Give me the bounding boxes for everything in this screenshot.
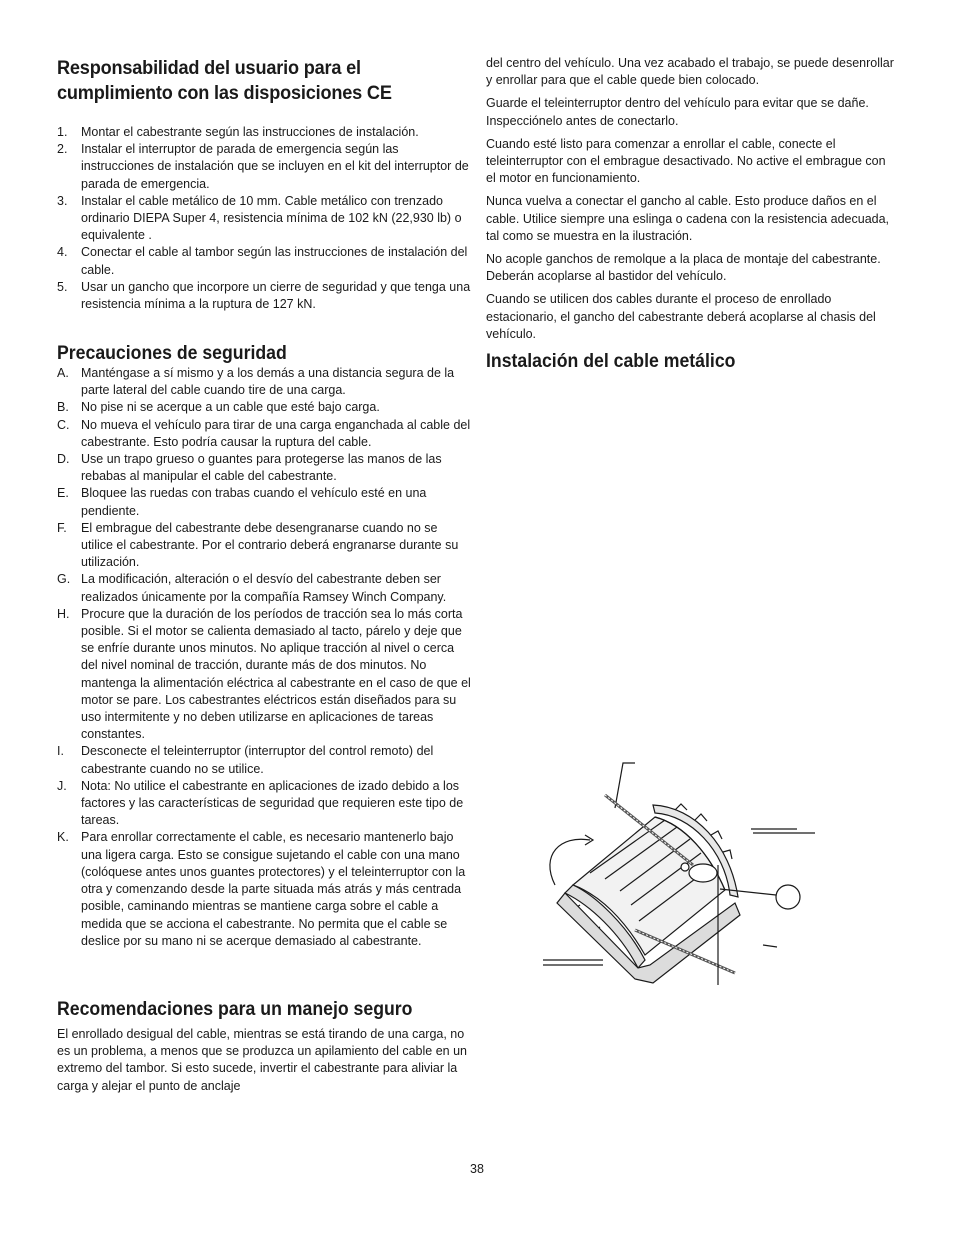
- list-item: H. Procure que la duración de los períodos de tracción sea lo más corta posible. Si el motor se calienta demasiado al tacto, párelo y deje que se enfríe durante unos minutos. No aplique tracción al nivel o cerca del nivel nominal de tracción, durante más de dos minutos. No mantenga la alimentación eléctrica al cabestrante en el caso de que el motor se pare. Los cabestrantes eléctricos están diseñados para su uso intermitente y no deben utilizarse en aplicaciones de tareas constantes.: [57, 606, 471, 742]
- list-item: 3. Instalar el cable metálico de 10 mm. Cable metálico con trenzado ordinario DIEPA Super 4, resistencia mínima de 102 kN (22,930 lb) o equivalente .: [57, 193, 462, 243]
- paragraph: No acople ganchos de remolque a la placa de montaje del cabestrante. Deberán acoplarse al bastidor del vehículo.: [486, 252, 881, 284]
- right-paragraphs: [486, 55, 896, 349]
- precautions-list: [57, 365, 471, 950]
- list-item: G. La modificación, alteración o el desvío del cabestrante deben ser realizados únicamente por la compañía Ramsey Winch Company.: [57, 572, 447, 604]
- list-item: K. Para enrollar correctamente el cable, es necesario mantenerlo bajo una ligera carga. Esto se consigue sujetando el cable con una mano (colóquese antes unos guantes protectores) y el teleinterruptor con la otra y comenzando desde la parte situada más atrás y más centrada posible, caminando mientras se mantiene carga sobre el cable a medida que se acciona el cabestrante. No permita que el cable se deslice por su mano ni se acerque demasiado al cabestrante.: [57, 830, 466, 948]
- heading-safety-precautions: Precauciones de seguridad: [57, 343, 287, 364]
- list-item: 2. Instalar el interruptor de parada de emergencia según las instrucciones de instalación que se incluyen en el kit del interruptor de parada de emergencia.: [57, 142, 469, 191]
- list-item: E. Bloquee las ruedas con trabas cuando el vehículo esté en una pendiente.: [57, 486, 427, 518]
- list-item: C. No mueva el vehículo para tirar de una carga enganchada al cable del cabestrante. Esto podría causar la ruptura del cable.: [57, 417, 471, 449]
- list-item: 1. Montar el cabestrante según las instrucciones de instalación.: [57, 125, 419, 139]
- list-item: 5. Usar un gancho que incorpore un cierre de seguridad y que tenga una resistencia mínima a la ruptura de 127 kN.: [57, 279, 471, 312]
- list-item: A. Manténgase a sí mismo y a los demás a una distancia segura de la parte lateral del cable cuando tire de una carga.: [57, 366, 455, 398]
- paragraph: del centro del vehículo. Una vez acabado el trabajo, se puede desenrollar y enrollar para que el cable quede bien colocado.: [486, 56, 894, 88]
- heading-safe-operation: Recomendaciones para un manejo seguro: [57, 999, 413, 1020]
- winch-drum-illustration: [535, 755, 825, 985]
- heading-wire-rope-installation: Instalación del cable metálico: [486, 351, 736, 372]
- paragraph: Cuando se utilicen dos cables durante el proceso de enrollado estacionario, el gancho del cabestrante deberá acoplarse al chasis del vehículo.: [486, 292, 876, 341]
- list-item: D. Use un trapo grueso o guantes para protegerse las manos de las rebabas al manipular el cable del cabestrante.: [57, 452, 442, 484]
- heading-ce-compliance: Responsabilidad del usuario para el cumplimiento con las disposiciones CE: [57, 57, 392, 104]
- numbered-list: [57, 124, 471, 313]
- page-number: 38: [470, 1162, 484, 1176]
- paragraph: Cuando esté listo para comenzar a enrollar el cable, conecte el teleinterruptor con el embrague desactivado. No active el embrague con el motor en funcionamiento.: [486, 136, 886, 186]
- list-item: F. El embrague del cabestrante debe desengranarse cuando no se utilice el cabestrante. Por el contrario deberá engranarse durante su utilización.: [57, 520, 459, 570]
- list-item: J. Nota: No utilice el cabestrante en aplicaciones de izado debido a los factores y las características de seguridad que requieren este tipo de tareas.: [57, 778, 464, 828]
- safe-operation-text: El enrollado desigual del cable, mientras se está tirando de una carga, no es un problema, a menos que se produzca un apilamiento del cable en un extremo del tambor. Si esto sucede, invertir el cabestrante para aliviar la carga y alejar el punto de anclaje: [57, 1027, 467, 1093]
- list-item: B. No pise ni se acerque a un cable que esté bajo carga.: [57, 400, 380, 415]
- paragraph: Guarde el teleinterruptor dentro del vehículo para evitar que se dañe. Inspecciónelo antes de conectarlo.: [486, 96, 869, 128]
- list-item: I. Desconecte el teleinterruptor (interruptor del control remoto) del cabestrante cuando no se utilice.: [57, 744, 434, 776]
- list-item: 4. Conectar el cable al tambor según las instrucciones de instalación del cable.: [57, 245, 468, 277]
- paragraph: Nunca vuelva a conectar el gancho al cable. Esto produce daños en el cable. Utilice siempre una eslinga o cadena con la resistencia adecuada, tal como se muestra en la ilustración.: [486, 194, 890, 243]
